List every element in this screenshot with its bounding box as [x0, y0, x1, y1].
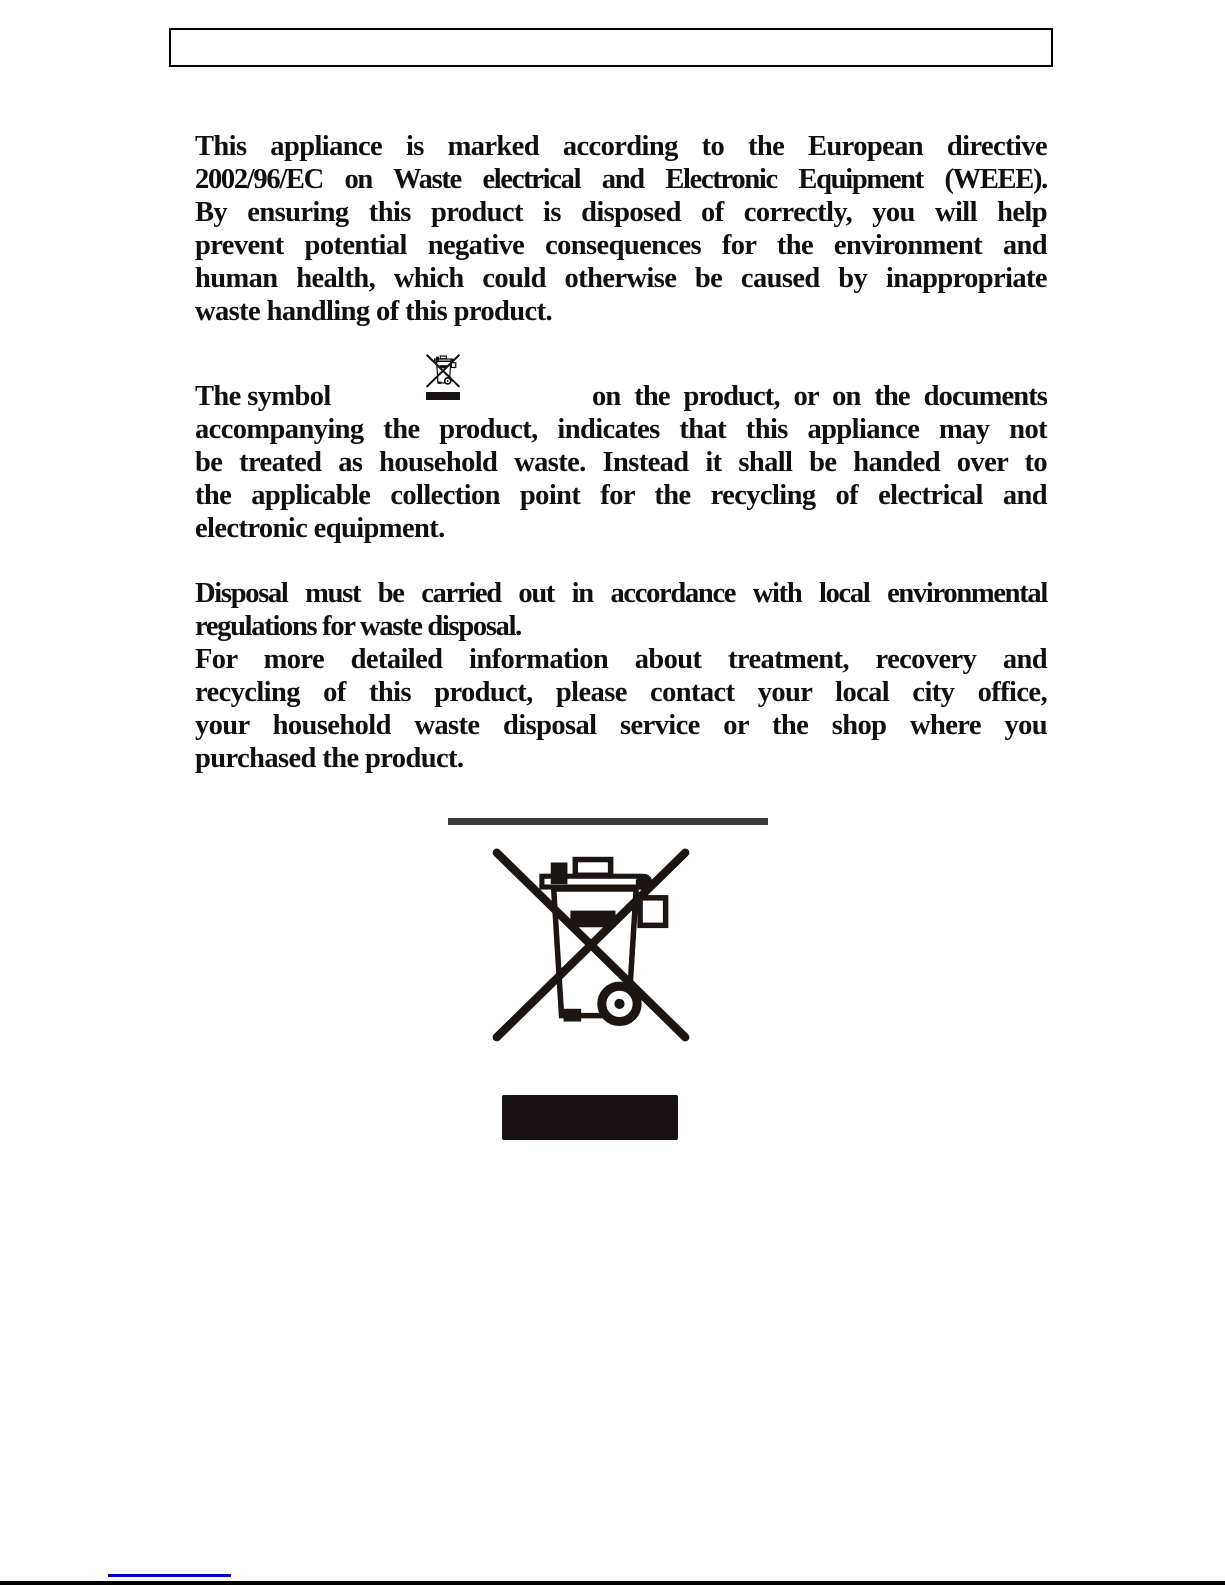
weee-symbol-top-bar — [448, 818, 768, 825]
paragraph-line: recycling of this product, please contact your local city office, — [195, 677, 1047, 708]
paragraph-line: prevent potential negative consequences for the environment and — [195, 230, 1047, 261]
page-bottom-edge — [0, 1581, 1225, 1585]
paragraph-line: be treated as household waste. Instead it shall be handed over to — [195, 447, 1047, 478]
weee-crossed-bin-icon — [423, 352, 463, 405]
paragraph-line: accompanying the product, indicates that this appliance may not — [195, 414, 1047, 445]
paragraph-line: For more detailed information about treatment, recovery and — [195, 644, 1047, 675]
paragraph-symbol-meaning — [195, 380, 1047, 545]
symbol-line-left-text: The symbol — [195, 381, 331, 412]
paragraph-line: This appliance is marked according to the European directive — [195, 131, 1047, 162]
paragraph-line: human health, which could otherwise be caused by inappropriate — [195, 263, 1047, 294]
paragraph-weee-marking — [195, 130, 1047, 328]
weee-symbol-black-bar — [502, 1095, 678, 1140]
footer-link-underline[interactable] — [108, 1574, 231, 1577]
paragraph-disposal-info — [195, 577, 1047, 775]
paragraph-line: regulations for waste disposal. — [195, 611, 522, 642]
paragraph-line: purchased the product. — [195, 743, 464, 774]
paragraph-line: electronic equipment. — [195, 513, 445, 544]
symbol-line-right-text: on the product, or on the documents — [592, 381, 1047, 412]
paragraph-line: waste handling of this product. — [195, 296, 552, 327]
weee-crossed-bin-icon — [482, 835, 700, 1051]
paragraph-line: the applicable collection point for the recycling of electrical and — [195, 480, 1047, 511]
paragraph-line: Disposal must be carried out in accordance with local environmental — [195, 578, 1047, 609]
weee-icon-underbar — [426, 392, 460, 400]
paragraph-line: By ensuring this product is disposed of correctly, you will help — [195, 197, 1047, 228]
header-box — [169, 28, 1053, 67]
paragraph-line: 2002/96/EC on Waste electrical and Electronic Equipment (WEEE). — [195, 164, 1047, 195]
paragraph-line: your household waste disposal service or the shop where you — [195, 710, 1047, 741]
paragraph-line-with-symbol — [195, 380, 1047, 413]
